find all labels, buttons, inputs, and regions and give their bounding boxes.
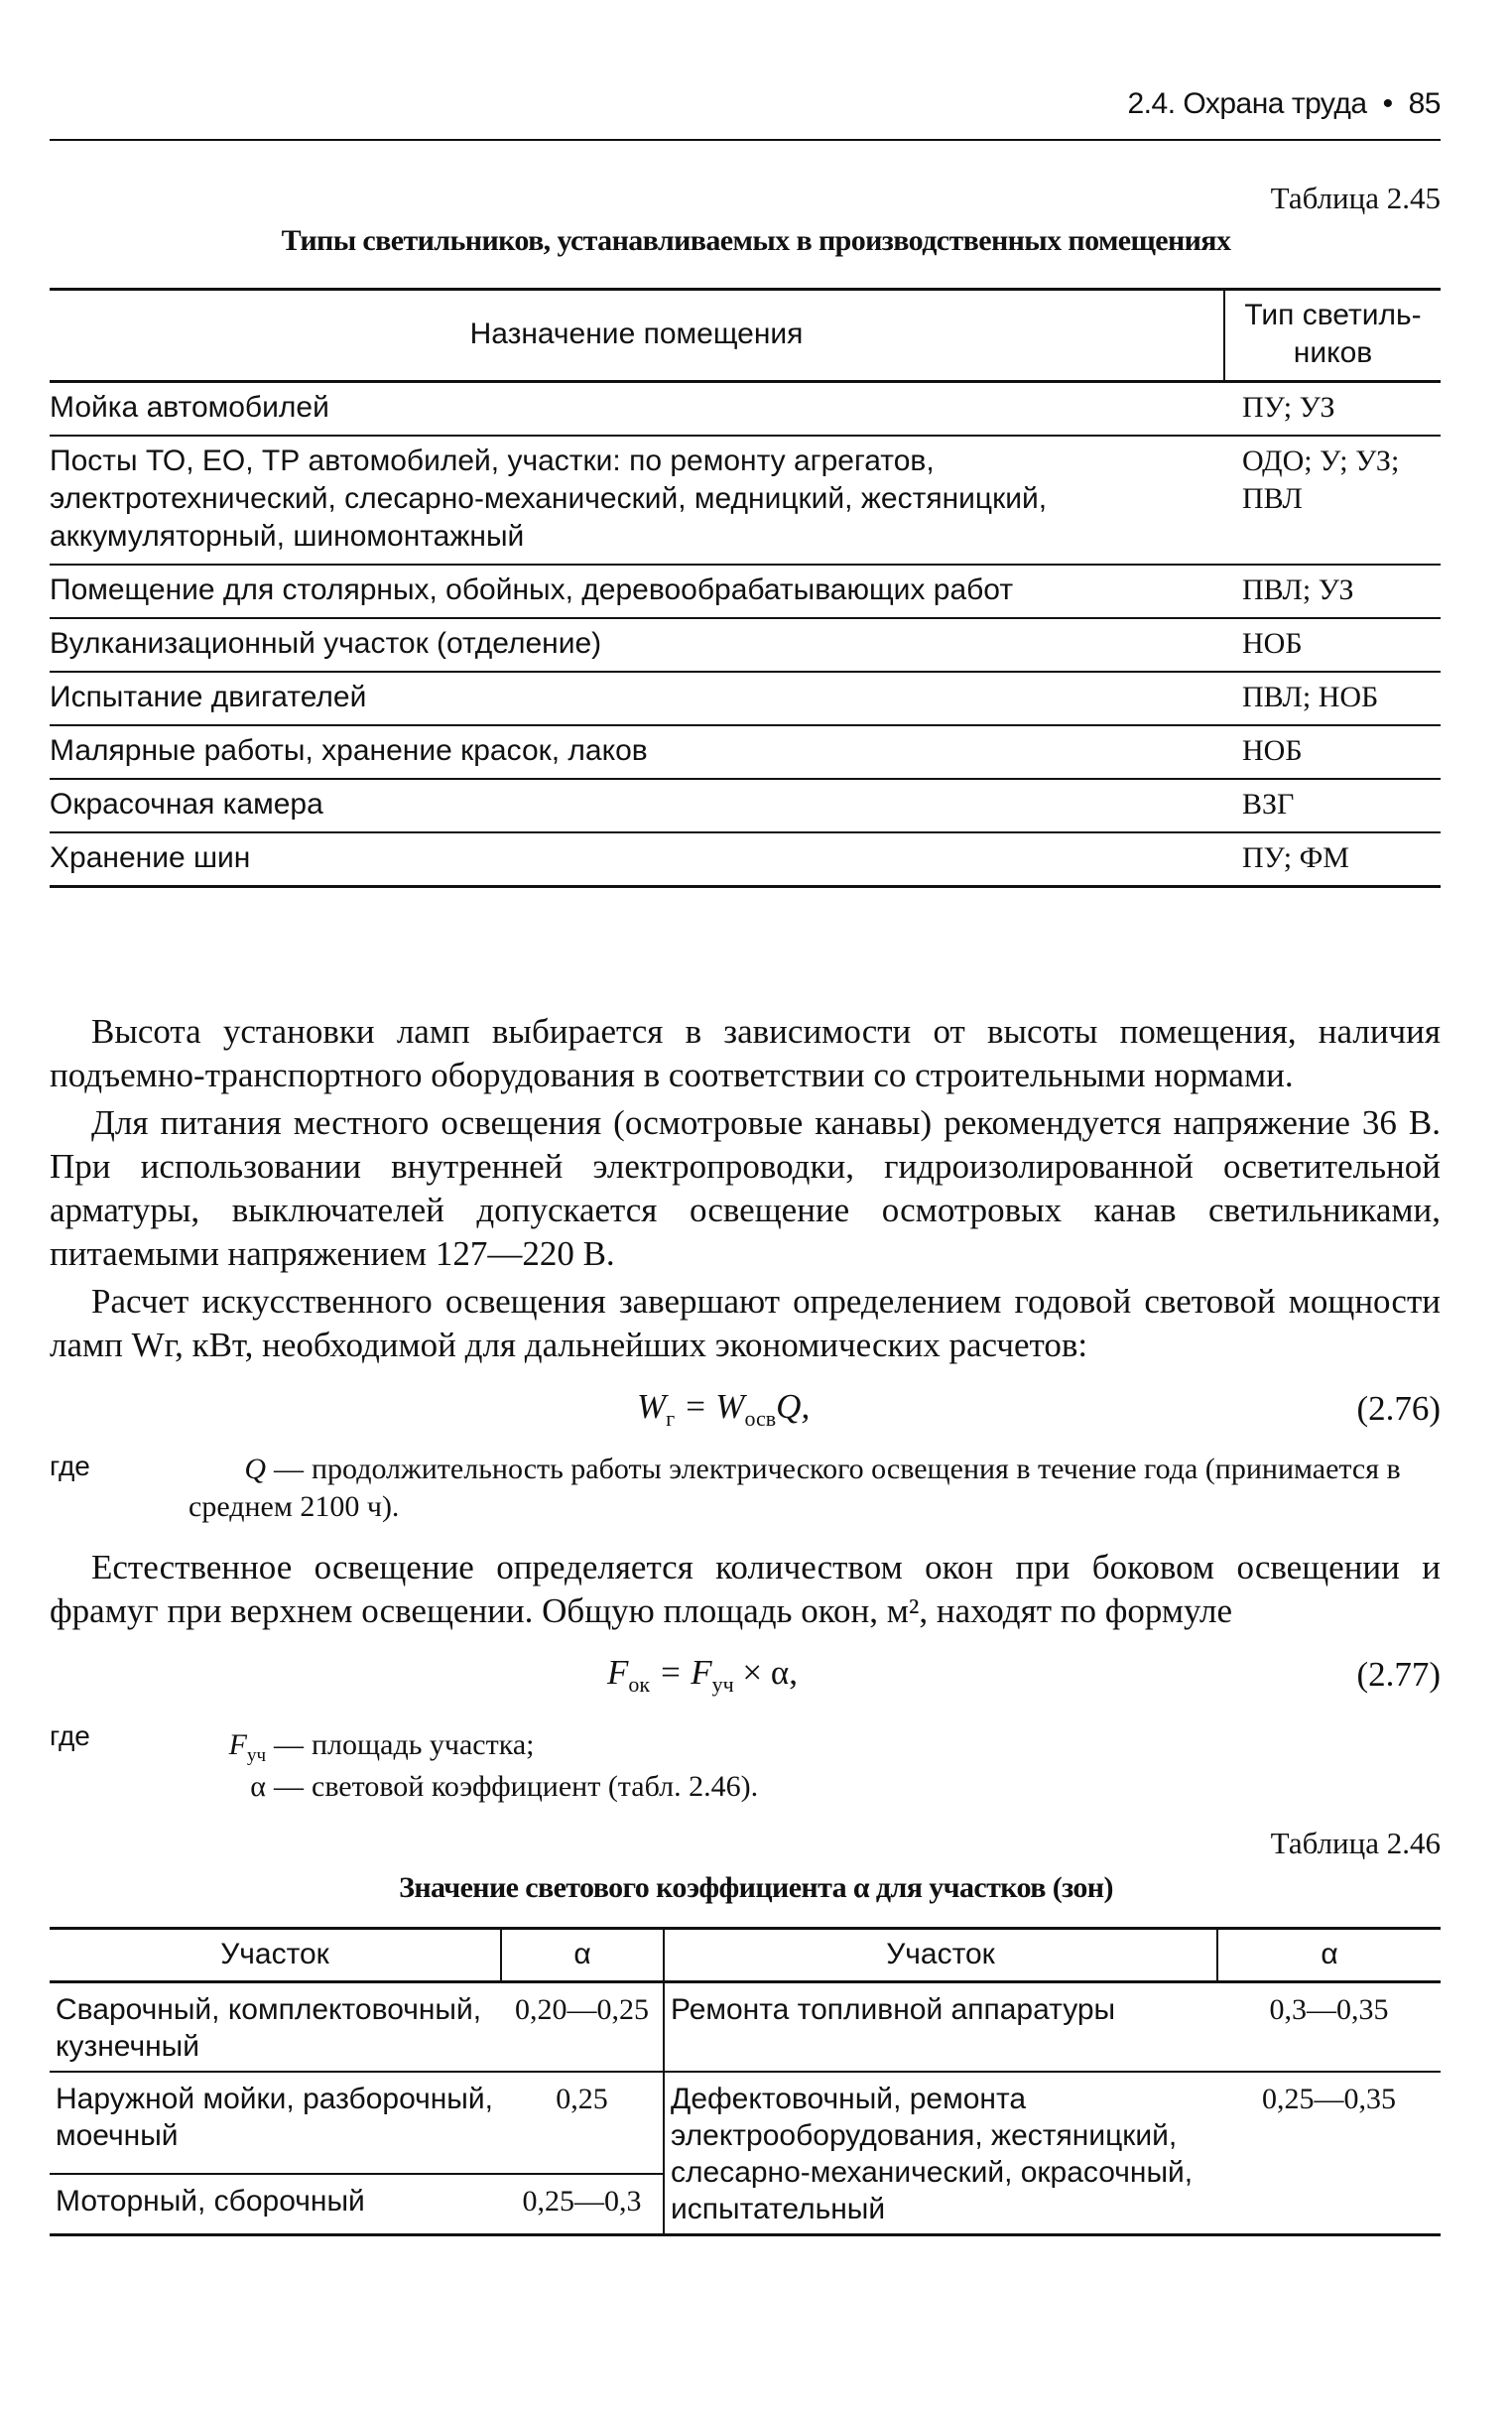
column-header-site: Участок <box>50 1929 501 1982</box>
where-label: где <box>50 1720 90 1751</box>
alpha-cell: 0,25 <box>501 2072 664 2174</box>
paragraph: Высота установки ламп выбирается в зависимости от высоты помещения, наличия подъемно-транспортного оборудования в соответствии со строительными нормами. <box>50 1012 1441 1094</box>
formula-2-77: $F_{ок} = F_{уч} \times \alpha$, <box>607 1653 798 1697</box>
purpose-cell: Окрасочная камера <box>50 788 323 821</box>
header-rule <box>50 139 1441 141</box>
purpose-cell: Испытание двигателей <box>50 681 367 713</box>
table-title: Типы светильников, устанавливаемых в производственных помещениях <box>281 224 1231 257</box>
type-cell: НОБ <box>1242 734 1303 767</box>
alpha-cell: 0,25—0,35 <box>1217 2072 1441 2235</box>
where-label: где <box>50 1451 90 1481</box>
light-coefficient-table <box>50 1927 1441 2236</box>
lamp-types-table <box>50 288 1441 888</box>
table-row <box>50 436 1441 565</box>
column-header-type: Тип светиль- ников <box>1244 299 1422 369</box>
definition-alpha: α — световой коэффициент (табл. 2.46). <box>250 1770 759 1803</box>
table-row <box>50 1982 1441 2073</box>
table-title: Значение светового коэффициента α для участков (зон) <box>399 1871 1113 1904</box>
bullet-separator: • <box>1382 87 1393 120</box>
equation-number: (2.77) <box>1356 1655 1441 1694</box>
purpose-cell: Малярные работы, хранение красок, лаков <box>50 734 648 767</box>
table-row <box>50 382 1441 437</box>
alpha-cell: 0,3—0,35 <box>1217 1982 1441 2073</box>
table-number: Таблица 2.46 <box>1270 1826 1441 1860</box>
table-number: Таблица 2.45 <box>1270 181 1441 215</box>
type-cell: НОБ <box>1242 627 1303 660</box>
paragraph: Расчет искусственного освещения завершают определением годовой световой мощности ламп Wг, кВт, необходимой для дальнейших экономических расчетов: <box>50 1282 1441 1364</box>
table-header-row <box>50 1929 1441 1982</box>
column-header-alpha: α <box>1321 1938 1338 1970</box>
section-title: 2.4. Охрана труда <box>1127 87 1367 120</box>
site-cell: Моторный, сборочный <box>50 2174 501 2234</box>
table-header-row <box>50 290 1441 382</box>
type-cell: ПУ; ФМ <box>1242 841 1349 874</box>
site-cell: Дефектовочный, ремонта электрооборудования, жестяницкий, слесарно-механический, окрасочный, испытательный <box>664 2072 1217 2235</box>
formula-2-76: $W_г = W_{осв}Q$, <box>637 1387 811 1431</box>
definition-Q: Q — продолжительность работы электрического освещения в течение года (принимается в среднем 2100 ч). <box>189 1453 1401 1523</box>
purpose-cell: Помещение для столярных, обойных, деревообрабатывающих работ <box>50 573 1014 606</box>
purpose-cell: Мойка автомобилей <box>50 391 329 424</box>
paragraph: Для питания местного освещения (осмотровые канавы) рекомендуется напряжение 36 В. При использовании внутренней электропроводки, гидроизолированной осветительной арматуры, выключателей допускается освещение осмотровых канав светильниками, питаемыми напряжением 127—220 В. <box>50 1103 1441 1273</box>
table-row <box>50 2072 1441 2174</box>
alpha-cell: 0,20—0,25 <box>501 1982 664 2073</box>
table-row <box>50 672 1441 725</box>
purpose-cell: Вулканизационный участок (отделение) <box>50 627 602 660</box>
purpose-cell: Хранение шин <box>50 841 251 874</box>
alpha-cell: 0,25—0,3 <box>501 2174 664 2234</box>
running-header <box>1128 87 1442 121</box>
table-row <box>50 618 1441 672</box>
table-row <box>50 565 1441 618</box>
column-header-site: Участок <box>664 1929 1217 1982</box>
site-cell: Наружной мойки, разборочный, моечный <box>50 2072 501 2174</box>
type-cell: ПВЛ; УЗ <box>1242 573 1354 606</box>
table-row <box>50 832 1441 887</box>
site-cell: Ремонта топливной аппаратуры <box>664 1982 1217 2073</box>
type-cell: ПВЛ; НОБ <box>1242 681 1379 713</box>
equation-number: (2.76) <box>1356 1389 1441 1428</box>
type-cell: ВЗГ <box>1242 788 1295 821</box>
site-cell: Сварочный, комплектовочный, кузнечный <box>50 1982 501 2073</box>
page-number: 85 <box>1408 87 1441 120</box>
type-cell: ОДО; У; УЗ; ПВЛ <box>1242 444 1400 515</box>
column-header-alpha: α <box>501 1929 664 1982</box>
table-row <box>50 725 1441 779</box>
paragraph: Естественное освещение определяется количеством окон при боковом освещении и фрамуг при верхнем освещении. Общую площадь окон, м², находят по формуле <box>50 1548 1441 1630</box>
definition-F: $F_{уч}$ — площадь участка; <box>228 1728 535 1766</box>
column-header-purpose: Назначение помещения <box>50 290 1224 382</box>
table-row <box>50 779 1441 832</box>
type-cell: ПУ; УЗ <box>1242 391 1335 424</box>
purpose-cell: Посты ТО, ЕО, ТР автомобилей, участки: по ремонту агрегатов, электротехнический, слесарно-механический, медницкий, жестяницкий, аккумуляторный, шиномонтажный <box>50 444 1048 553</box>
